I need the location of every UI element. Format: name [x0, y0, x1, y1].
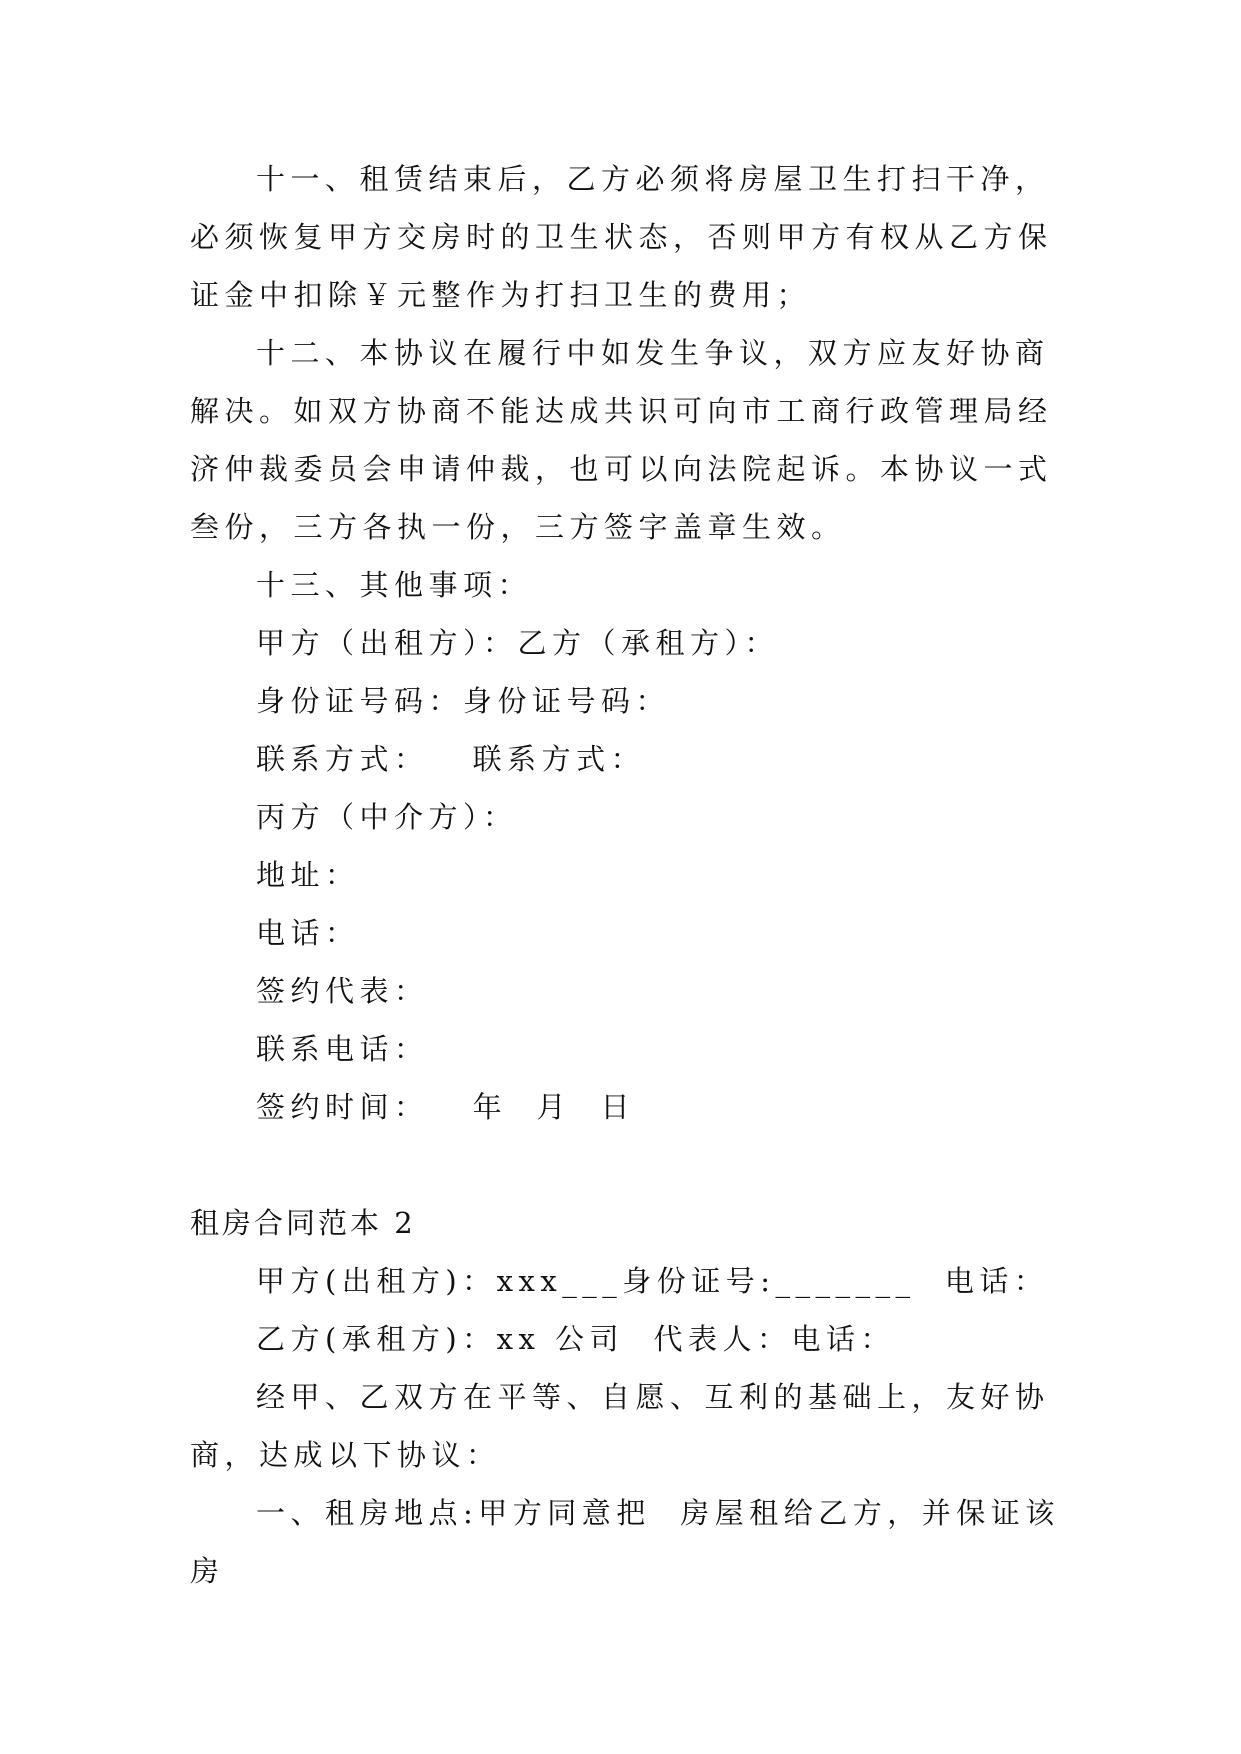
- contract2-party-a: 甲方(出租方)：xxx___身份证号:_______ 电话：: [256, 1264, 1049, 1298]
- contact-phone-line: 联系电话：: [256, 1032, 429, 1066]
- clause-11: 十一、租赁结束后，乙方必须将房屋卫生打扫干净，必须恢复甲方交房时的卫生状态，否则甲方有权从乙方保证金中扣除￥元整作为打扫卫生的费用；: [190, 162, 1053, 312]
- contract2-preamble: 经甲、乙双方在平等、自愿、互利的基础上，友好协商，达成以下协议：: [190, 1380, 1050, 1472]
- contact-line: 联系方式： 联系方式：: [256, 742, 646, 776]
- section-title: 租房合同范本 2: [190, 1206, 416, 1240]
- phone-line: 电话：: [256, 916, 360, 950]
- contract2-clause-1: 一、租房地点:甲方同意把 房屋租给乙方，并保证该房: [190, 1496, 1060, 1588]
- document-page: [190, 150, 1060, 1600]
- contract2-party-b: 乙方(承租方)：xx 公司 代表人：电话：: [256, 1322, 895, 1356]
- address-line: 地址：: [256, 858, 360, 892]
- clause-12: 十二、本协议在履行中如发生争议，双方应友好协商解决。如双方协商不能达成共识可向市工商行政管理局经济仲裁委员会申请仲裁，也可以向法院起诉。本协议一式叁份，三方各执一份，三方签字盖章生效。: [190, 336, 1053, 544]
- party-c-line: 丙方（中介方）：: [256, 800, 518, 834]
- clause-13: 十三、其他事项：: [256, 568, 533, 602]
- party-a-b-line: 甲方（出租方）：乙方（承租方）：: [256, 626, 780, 660]
- id-number-line: 身份证号码：身份证号码：: [256, 684, 671, 718]
- signing-date-line: 签约时间： 年 月 日: [256, 1090, 636, 1124]
- signing-rep-line: 签约代表：: [256, 974, 429, 1008]
- spacer: [190, 1136, 1060, 1194]
